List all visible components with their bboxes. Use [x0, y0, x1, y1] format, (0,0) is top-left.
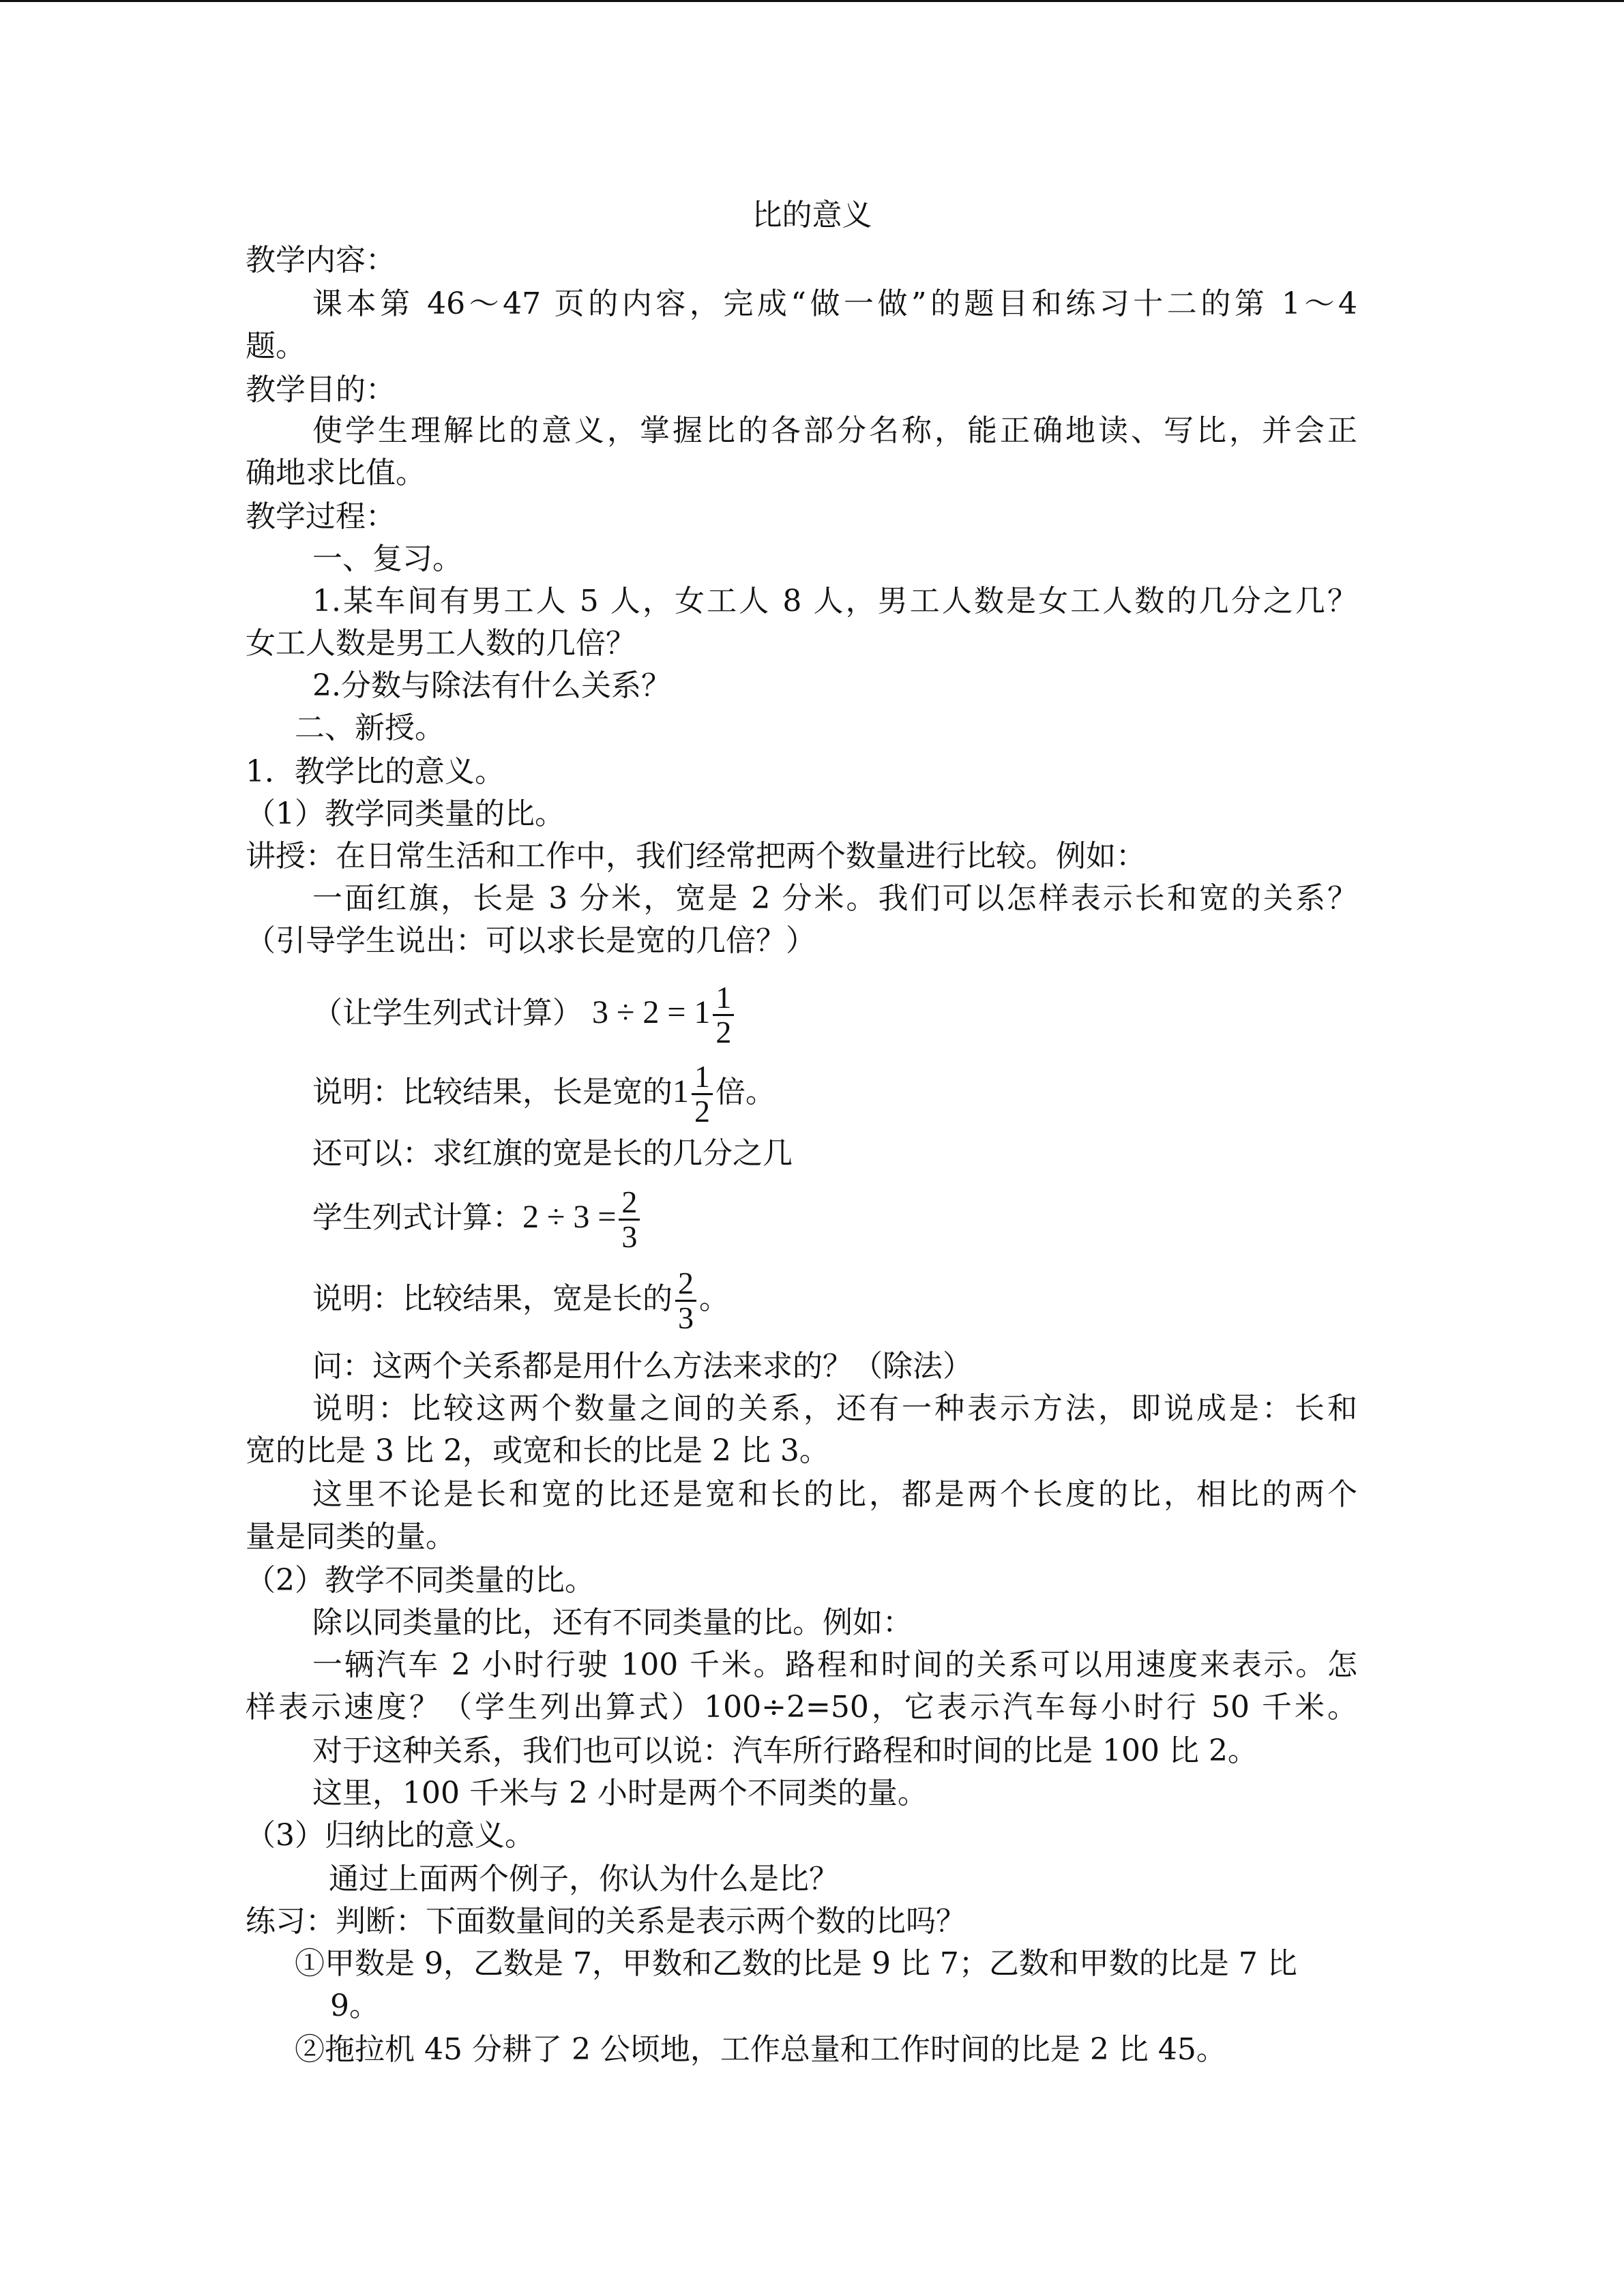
explanation-text: 说明：比较结果，长是宽的	[312, 1075, 673, 1109]
fraction-denominator: 3	[621, 1219, 638, 1254]
paragraph-line: 一辆汽车 2 小时行驶 100 千米。路程和时间的关系可以用速度来表示。怎	[312, 1648, 1357, 1682]
page-title: 比的意义	[752, 198, 872, 233]
equation-line	[312, 1262, 729, 1337]
paragraph-line: 女工人数是男工人数的几倍？	[246, 626, 636, 661]
topic-heading: 1．教学比的意义。	[246, 754, 505, 789]
equation-line	[312, 975, 737, 1051]
topic-subheading: （1）教学同类量的比。	[246, 796, 565, 831]
section-heading-objective: 教学目的：	[246, 372, 396, 407]
fraction-numerator: 1	[713, 981, 734, 1016]
paragraph-line: 除以同类量的比，还有不同类量的比。例如：	[312, 1605, 913, 1640]
paragraph-line: 使学生理解比的意义，掌握比的各部分名称，能正确地读、写比，并会正	[312, 413, 1357, 448]
section-heading-content: 教学内容：	[246, 243, 396, 278]
fraction-numerator: 1	[692, 1060, 713, 1095]
exercise-item: ②拖拉机 45 分耕了 2 公顷地，工作总量和工作时间的比是 2 比 45。	[295, 2032, 1226, 2067]
paragraph-line: 样表示速度？（学生列出算式）100÷2=50，它表示汽车每小时行 50 千米。	[246, 1690, 1357, 1725]
paragraph-line: 题。	[246, 329, 306, 363]
paragraph-line: （引导学生说出：可以求长是宽的几倍？）	[246, 923, 816, 958]
fraction-denominator: 3	[678, 1300, 694, 1335]
exercise-heading: 练习：判断：下面数量间的关系是表示两个数的比吗？	[246, 1904, 966, 1939]
paragraph-line: 1.某车间有男工人 5 人，女工人 8 人，男工人数是女工人数的几分之几？	[312, 584, 1357, 618]
mixed-number-whole: 1	[673, 1073, 689, 1109]
paragraph-line: 宽的比是 3 比 2，或宽和长的比是 2 比 3。	[246, 1433, 829, 1468]
explanation-text: 说明：比较结果，宽是长的	[312, 1281, 673, 1316]
section-heading-process: 教学过程：	[246, 499, 396, 534]
paragraph-line: 问：这两个关系都是用什么方法来求的？（除法）	[312, 1349, 973, 1384]
equation-expression: 3 ÷ 2 = 1	[592, 994, 711, 1030]
paragraph-line: 对于这种关系，我们也可以说：汽车所行路程和时间的比是 100 比 2。	[312, 1733, 1258, 1768]
paragraph-line: 确地求比值。	[246, 456, 426, 490]
paragraph-line: 说明：比较这两个数量之间的关系，还有一种表示方法，即说成是：长和	[312, 1391, 1357, 1426]
explanation-text: 。	[699, 1281, 729, 1316]
subsection-heading-new: 二、新授。	[295, 711, 445, 745]
paragraph-line: 还可以：求红旗的宽是长的几分之几	[312, 1136, 793, 1171]
exercise-item-continuation: 9。	[330, 1988, 379, 2023]
topic-subheading: （3）归纳比的意义。	[246, 1818, 535, 1853]
fraction	[692, 1060, 713, 1128]
topic-subheading: （2）教学不同类量的比。	[246, 1563, 595, 1598]
exercise-item: ①甲数是 9，乙数是 7，甲数和乙数的比是 9 比 7；乙数和甲数的比是 7 比	[295, 1946, 1297, 1981]
equation-line	[312, 1054, 776, 1130]
paragraph-line: 一面红旗，长是 3 分米，宽是 2 分米。我们可以怎样表示长和宽的关系？	[312, 881, 1357, 916]
equation-label: （让学生列式计算）	[312, 996, 582, 1030]
paragraph-line: 这里，100 千米与 2 小时是两个不同类的量。	[312, 1776, 928, 1810]
equation-expression: 2 ÷ 3 =	[522, 1199, 617, 1235]
fraction	[675, 1267, 696, 1335]
paragraph-line: 通过上面两个例子，你认为什么是比？	[329, 1862, 839, 1896]
paragraph-line: 2.分数与除法有什么关系？	[312, 668, 671, 703]
fraction	[713, 981, 734, 1049]
fraction-numerator: 2	[619, 1186, 640, 1221]
paragraph-line: 讲授：在日常生活和工作中，我们经常把两个数量进行比较。例如：	[246, 839, 1146, 874]
subsection-heading-review: 一、复习。	[312, 541, 462, 576]
fraction-denominator: 2	[694, 1094, 710, 1129]
paragraph-line: 这里不论是长和宽的比还是宽和长的比，都是两个长度的比，相比的两个	[312, 1477, 1357, 1512]
fraction-numerator: 2	[675, 1267, 696, 1302]
equation-label: 学生列式计算：	[312, 1200, 522, 1235]
fraction-denominator: 2	[715, 1015, 732, 1049]
fraction	[619, 1186, 640, 1253]
paragraph-line: 课本第 46～47 页的内容，完成“做一做”的题目和练习十二的第 1～4	[312, 286, 1357, 321]
equation-line	[312, 1180, 643, 1255]
explanation-text: 倍。	[715, 1075, 776, 1109]
paragraph-line: 量是同类的量。	[246, 1519, 456, 1554]
